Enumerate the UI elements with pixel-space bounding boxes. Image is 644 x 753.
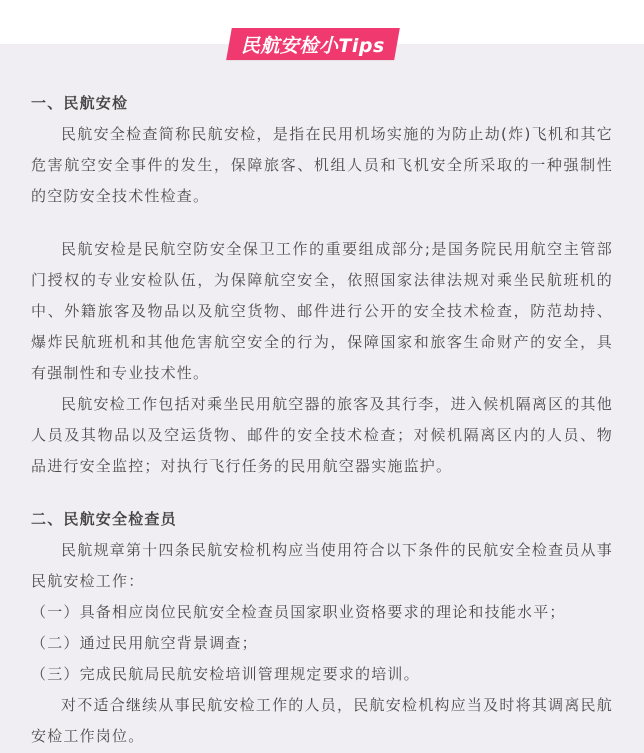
- paragraph: 民航安检是民航空防安全保卫工作的重要组成部分;是国务院民用航空主管部门授权的专业安检队伍，为保障航空安全，依照国家法律法规对乘坐民航班机的中、外籍旅客及物品以及航空货物、邮件进行公开的安全技术检查，防范劫持、爆炸民航班机和其他危害航空安全的行为，保障国家和旅客生命财产的安全，具有强制性和专业技术性。: [31, 240, 613, 382]
- spacer: [31, 212, 613, 234]
- section-heading-security-check: 一、民航安检: [31, 94, 129, 112]
- paragraph: 民航安全检查简称民航安检，是指在民用机场实施的为防止劫(炸)飞机和其它危害航空安全事件的发生，保障旅客、机组人员和飞机安全所采取的一种强制性的空防安全技术性检查。: [31, 125, 613, 205]
- spacer: [31, 482, 613, 504]
- article-body: [31, 88, 613, 752]
- list-item: （三）完成民航局民航安检培训管理规定要求的培训。: [31, 665, 420, 683]
- title-banner: [226, 28, 400, 60]
- paragraph: 民航规章第十四条民航安检机构应当使用符合以下条件的民航安全检查员从事民航安检工作：: [31, 541, 613, 590]
- banner-title: 民航安检小Tips: [241, 34, 385, 57]
- paragraph: 民航安检工作包括对乘坐民用航空器的旅客及其行李，进入候机隔离区的其他人员及其物品以及空运货物、邮件的安全技术检查；对候机隔离区内的人员、物品进行安全监控；对执行飞行任务的民用航空器实施监护。: [31, 395, 613, 475]
- paragraph: 对不适合继续从事民航安检工作的人员，民航安检机构应当及时将其调离民航安检工作岗位。: [31, 696, 613, 745]
- section-heading-inspector: 二、民航安全检查员: [31, 510, 177, 528]
- list-item: （一）具备相应岗位民航安全检查员国家职业资格要求的理论和技能水平；: [31, 603, 566, 621]
- list-item: （二）通过民用航空背景调查；: [31, 634, 258, 652]
